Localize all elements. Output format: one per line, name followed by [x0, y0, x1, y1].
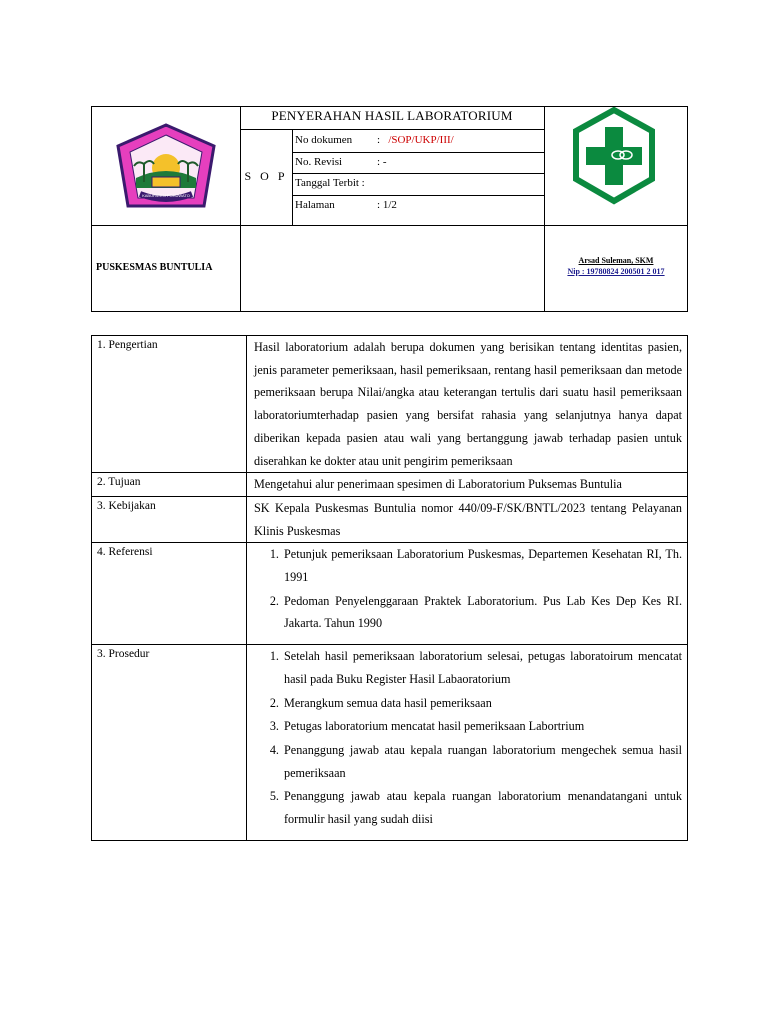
reference-list — [254, 543, 682, 635]
section-label: 1. Pengertian — [92, 336, 247, 473]
meta-sep: : — [377, 199, 381, 211]
section-content — [247, 473, 688, 497]
section-content — [247, 645, 688, 841]
meta-row-issue-date — [292, 173, 547, 193]
list-item: 2. Pedoman Penyelenggaraan Praktek Laboratorium. Pus Lab Kes Dep Kes RI. Jakarta. Tahun 1990 — [282, 590, 682, 635]
meta-value: 1/2 — [382, 199, 397, 211]
section-row-tujuan — [92, 473, 688, 497]
section-paragraph: Hasil laboratorium adalah berupa dokumen yang berisikan tentang identitas pasien, jenis parameter pemeriksaan, hasil pemeriksaan, rentang hasil pemeriksaan dan metode pemeriksaan berupa Nilai/angka atau keterangan tertulis dari suatu hasil pemeriksaan laboratoriumterhadap pasien yang bersifat rahasia yang selanjutnya hanya dapat diberikan kepada pasien atau wali yang bertanggung jawab terhadap pasien untuk diserahkan ke dokter atau unit pengirim pemeriksaan — [254, 340, 682, 468]
section-row-prosedur — [92, 645, 688, 841]
sop-content-table — [91, 335, 688, 841]
meta-sep: : — [377, 156, 381, 168]
section-label: 4. Referensi — [92, 543, 247, 645]
section-label: 3. Prosedur — [92, 645, 247, 841]
puskesmas-cross-icon — [568, 107, 660, 207]
meta-label: No dokumen — [295, 134, 353, 146]
signatory — [544, 255, 688, 277]
section-row-pengertian — [92, 336, 688, 473]
section-paragraph: Mengetahui alur penerimaan spesimen di Laboratorium Puksemas Buntulia — [254, 477, 622, 492]
list-item: 2. Merangkum semua data hasil pemeriksaan — [282, 692, 682, 715]
meta-label: Tanggal Terbit : — [295, 177, 365, 189]
section-row-kebijakan — [92, 496, 688, 542]
meta-value: /SOP/UKP/III/ — [388, 134, 454, 146]
meta-row-document-number — [292, 130, 547, 150]
section-paragraph: SK Kepala Puskesmas Buntulia nomor 440/09-F/SK/BNTL/2023 tentang Pelayanan Klinis Puskesmas — [254, 500, 682, 538]
section-label: 2. Tujuan — [92, 473, 247, 497]
sop-header — [91, 106, 688, 312]
section-content — [247, 336, 688, 473]
logo-text: KABUPATEN POHUWATO — [142, 193, 190, 198]
list-item: 5. Penanggung jawab atau kepala ruangan laboratorium menandatangani untuk formulir hasil yang sudah diisi — [282, 785, 682, 830]
meta-label: Halaman — [295, 199, 335, 211]
list-item: 1. Petunjuk pemeriksaan Laboratorium Puskesmas, Departemen Kesehatan RI, Th. 1991 — [282, 543, 682, 588]
institution-name: PUSKESMAS BUNTULIA — [96, 262, 213, 273]
section-content — [247, 543, 688, 645]
list-item: 4. Penanggung jawab atau kepala ruangan laboratorium mengechek semua hasil pemeriksaan — [282, 739, 682, 784]
sop-label: S O P — [244, 169, 288, 183]
list-item: 1. Setelah hasil pemeriksaan laboratorium selesai, petugas laboratoirum mencatat hasil pada Buku Register Hasil Labaoratorium — [282, 645, 682, 690]
meta-value: - — [382, 156, 387, 168]
list-item: 3. Petugas laboratorium mencatat hasil pemeriksaan Labortrium — [282, 715, 682, 738]
document-title: PENYERAHAN HASIL LABORATORIUM — [271, 108, 513, 123]
meta-sep: : — [377, 134, 381, 146]
section-label: 3. Kebijakan — [92, 496, 247, 542]
meta-row-page — [292, 195, 547, 215]
meta-row-revision — [292, 152, 547, 172]
signatory-name: Arsad Suleman, SKM — [578, 256, 654, 265]
signatory-nip: Nip : 19780824 200501 2 017 — [567, 267, 665, 276]
meta-label: No. Revisi — [295, 156, 343, 168]
section-content — [247, 496, 688, 542]
regency-logo-icon — [114, 122, 218, 214]
procedure-list — [254, 645, 682, 831]
section-row-referensi — [92, 543, 688, 645]
